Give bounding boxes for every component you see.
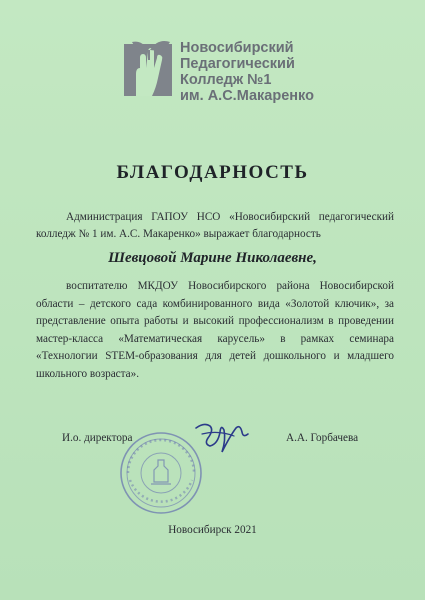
hands-sprout-logo-icon <box>118 38 178 100</box>
college-name-line: Колледж №1 <box>180 72 272 88</box>
college-name-line: им. А.С.Макаренко <box>180 88 314 104</box>
body-text: воспитателю МКДОУ Новосибирского района Новосибирской области – детского сада комбинированного вида «Золотой ключик», за представление опыта работы и высокий профессионализм в проведении мастер-класса «Математическая карусель» в рамках семинара «Технологии STEM-образования для детей дошкольного и младшего школьного возраста». <box>36 280 394 380</box>
college-name-line: Новосибирский <box>180 40 294 56</box>
signatory-role: И.о. директора <box>62 432 133 444</box>
signatory-name: А.А. Горбачева <box>286 432 359 444</box>
intro-text: Администрация ГАПОУ НСО «Новосибирский педагогический колледж № 1 им. А.С. Макаренко» выражает благодарность <box>36 211 394 240</box>
recipient-name: Шевцовой Марине Николаевне, <box>108 250 317 266</box>
college-name-line: Педагогический <box>180 56 295 72</box>
city-year: Новосибирск 2021 <box>168 524 257 536</box>
college-name <box>180 40 380 104</box>
handwritten-signature-icon <box>188 414 258 456</box>
certificate-title: БЛАГОДАРНОСТЬ <box>116 162 309 183</box>
